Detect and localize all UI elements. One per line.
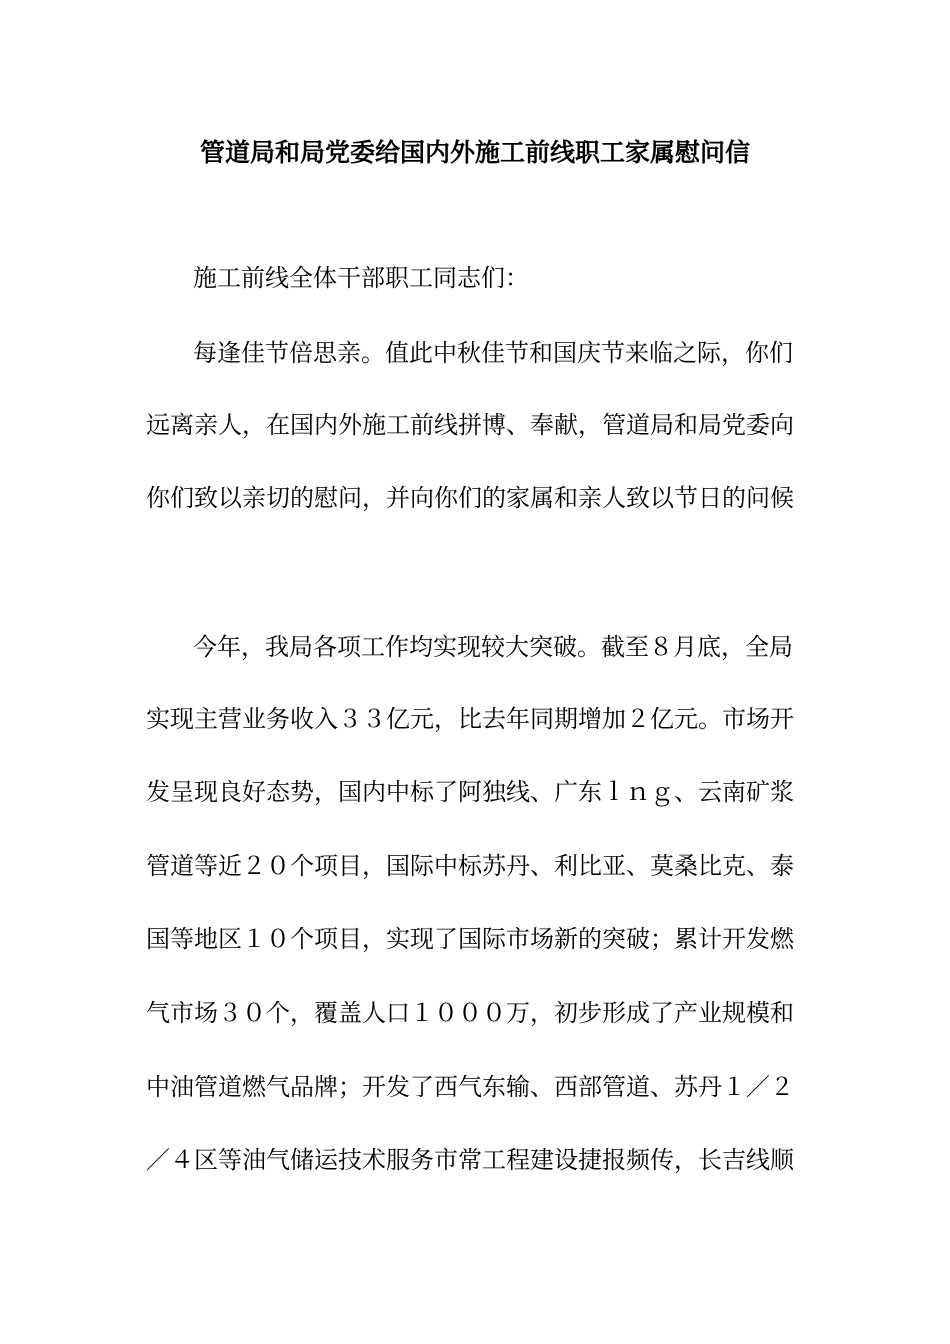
paragraph-line: 中油管道燃气品牌；开发了西气东输、西部管道、苏丹１／２	[146, 1073, 794, 1101]
paragraph-line: 远离亲人，在国内外施工前线拼博、奉献，管道局和局党委向	[146, 411, 794, 439]
document-title: 管道局和局党委给国内外施工前线职工家属慰问信	[199, 138, 750, 167]
paragraph-line: 每逢佳节倍思亲。值此中秋佳节和国庆节来临之际，你们	[193, 339, 793, 367]
paragraph-line: 发呈现良好态势，国内中标了阿独线、广东ｌｎｇ、云南矿浆	[146, 778, 794, 806]
paragraph-line: 你们致以亲切的慰问，并向你们的家属和亲人致以节日的问候	[146, 484, 794, 512]
paragraph-line: 国等地区１０个项目，实现了国际市场新的突破；累计开发燃	[146, 925, 794, 953]
paragraph-line: 管道等近２０个项目，国际中标苏丹、利比亚、莫桑比克、泰	[146, 852, 794, 880]
paragraph-line: ／４区等油气储运技术服务市常工程建设捷报频传，长吉线顺	[146, 1146, 794, 1174]
paragraph-line: 实现主营业务收入３３亿元，比去年同期增加２亿元。市场开	[146, 705, 794, 733]
salutation: 施工前线全体干部职工同志们：	[193, 264, 529, 292]
paragraph-line: 气市场３０个，覆盖人口１０００万，初步形成了产业规模和	[146, 999, 794, 1027]
paragraph-line: 今年，我局各项工作均实现较大突破。截至８月底，全局	[193, 633, 793, 661]
